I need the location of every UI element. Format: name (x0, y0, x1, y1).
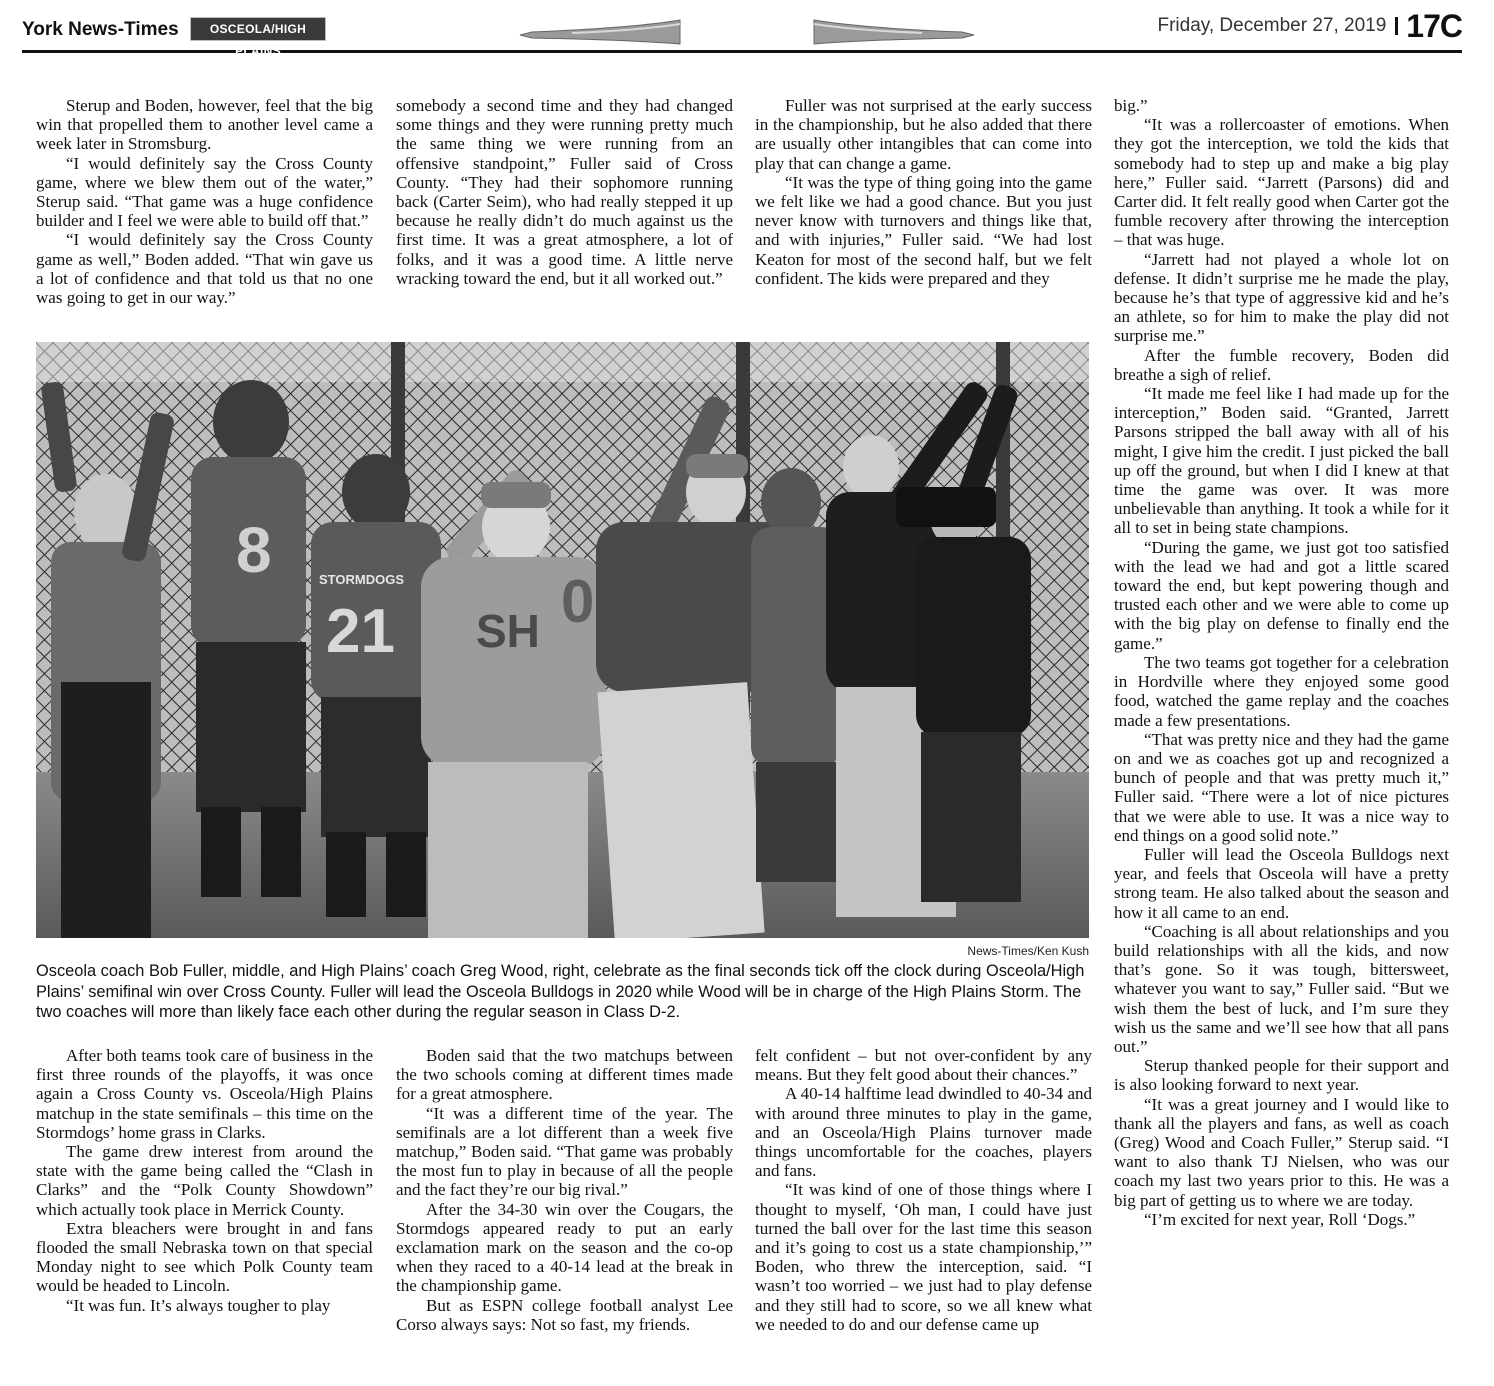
section-banner-icon (512, 2, 982, 60)
paragraph: “It was the type of thing going into the game we felt like we had a good chance. But you just never know with turnovers and things like that, and with injuries,” Fuller said. “We had lost Keaton for most of the second half, but we felt confident. The kids were prepared and they (755, 172, 1092, 288)
paragraph: Sterup thanked people for their support and is also looking forward to next year. (1114, 1056, 1449, 1095)
paragraph: “It was a different time of the year. The semifinals are a lot different than a week five matchup,” Boden said. “That game was probably the most fun to play in because of all the people and the fact they’re our big rival.” (396, 1103, 733, 1200)
paragraph: Fuller will lead the Osceola Bulldogs next year, and feels that Osceola will have a pretty strong team. He also talked about the season and how it all came to an end. (1114, 844, 1449, 922)
celebration-photo-icon (36, 342, 1089, 938)
paragraph: “It was a rollercoaster of emotions. When they got the interception, we told the kids that somebody had to step up and make a big play here,” Fuller said. “Jarrett (Parsons) did and Carter did. It felt really good when Carter got the fumble recovery after throwing the interception – that was huge. (1114, 115, 1449, 250)
paragraph: “I would definitely say the Cross County game as well,” Boden added. “That win gave us a lot of confidence and that told us that no one was going to get in our way.” (36, 230, 373, 308)
paragraph: Fuller was not surprised at the early success in the championship, but he also added that there are usually other intangibles that can come into play that can change a game. (755, 96, 1092, 173)
issue-date: Friday, December 27, 2019 (1157, 15, 1387, 36)
paragraph: “I’m excited for next year, Roll ‘Dogs.” (1144, 1209, 1416, 1229)
paragraph: “During the game, we just got too satisfied with the lead we had and got a little scared toward the end, but kept powering though and trusted each other and we were able to come up with the big play on defense to finally end the game.” (1114, 537, 1449, 653)
paragraph: somebody a second time and they had changed some things and they were running pretty much the same thing we were running from an offensive standpoint,” Fuller said of Cross County. “They had their sophomore running back (Carter Seim), who had really stepped it up because he really didn’t do much against us the first time. It was a great atmosphere, a lot of folks, and it was a good time. A little nerve wracking toward the end, but it all worked out.” (396, 96, 733, 288)
paragraph: The two teams got together for a celebration in Hordville where they enjoyed some good food, watched the game replay and the coaches made a few presentations. (1114, 652, 1449, 730)
jersey-team-text: STORMDOGS (319, 572, 404, 587)
paragraph: After the 34-30 win over the Cougars, the Stormdogs appeared ready to put an early exclamation mark on the season and the co-op when they raced to a 40-14 lead at the break in the championship game. (396, 1199, 733, 1296)
page-header (22, 0, 1462, 58)
column-bottom-2 (396, 1046, 733, 1382)
jersey-number-text: 8 (236, 514, 272, 586)
paragraph: “I would definitely say the Cross County game, where we blew them out of the water,” Sterup said. “That game was a huge confidence builder and I feel we were able to build off that.” (36, 153, 373, 231)
page-number: 17C (1406, 7, 1462, 44)
column-bottom-1 (36, 1046, 373, 1382)
paragraph: But as ESPN college football analyst Lee Corso always says: Not so fast, my friends. (396, 1295, 733, 1334)
dateline (1157, 6, 1462, 46)
jersey-number-text: 0 (561, 568, 595, 635)
paragraph: “It was kind of one of those things where I thought to myself, ‘Oh man, I could have just turned the ball over for the last time this season and it’s going to cost us a state championship,’” Boden, who threw the interception, said. “I wasn’t too worried – we just had to play defense and they still had to score, so we all knew what we needed to do and our defense came up (755, 1180, 1092, 1334)
paragraph: big.” (1114, 96, 1148, 115)
date-divider (1395, 17, 1398, 35)
paragraph: Sterup and Boden, however, feel that the big win that propelled them to another level came a week later in Stromsburg. (36, 96, 373, 154)
section-label: OSCEOLA/HIGH PLAINS (190, 17, 326, 41)
paragraph: Extra bleachers were brought in and fans flooded the small Nebraska town on that special Monday night to see which Polk County team would be headed to Lincoln. (36, 1218, 373, 1296)
paragraph: “Jarrett had not played a whole lot on defense. It didn’t surprise me he made the play, because he’s that type of aggressive kid and he’s an athlete, so for him to make the play did not surprise me.” (1114, 249, 1449, 346)
paragraph: The game drew interest from around the state with the game being called the “Clash in Clarks” and the “Polk County Showdown” which actually took place in Merrick County. (36, 1142, 373, 1219)
paragraph: felt confident – but not over-confident by any means. But they felt good about their chances.” (755, 1046, 1092, 1085)
photo-caption: Osceola coach Bob Fuller, middle, and High Plains’ coach Greg Wood, right, celebrate as the final seconds tick off the clock during Osceola/High Plains’ semifinal win over Cross County. Fuller will lead the Osceola Bulldogs in 2020 while Wood will be in charge of the High Plains Storm. The two coaches will more than likely face each other during the regular season in Class D-2. (36, 962, 1085, 1021)
column-right (1114, 96, 1449, 1358)
svg-text:SH: SH (476, 605, 540, 657)
column-top-2 (396, 96, 733, 336)
paragraph: A 40-14 halftime lead dwindled to 40-34 and with around three minutes to play in the game, and an Osceola/High Plains turnover made things uncomfortable for the coaches, players and fans. (755, 1084, 1092, 1181)
news-photo (36, 342, 1089, 938)
column-top-1 (36, 96, 373, 336)
newspaper-name: York News-Times (22, 19, 179, 40)
paragraph: “That was pretty nice and they had the game on and we as coaches got up and recognized a bunch of people and that was pretty much it,” Fuller said. “There were a lot of nice pictures that we were able to use. It was a nice way to end things on a good solid note.” (1114, 729, 1449, 845)
column-bottom-3 (755, 1046, 1092, 1382)
photo-credit: News-Times/Ken Kush (967, 944, 1089, 958)
paragraph: “It made me feel like I had made up for the interception,” Boden said. “Granted, Jarrett Parsons stripped the ball away with all of his might, I give him the credit. I just picked the ball up off the ground, but when I did I knew at that time the game was over. It was more unbelievable than anything. It took a while for it all to set in being state champions. (1114, 384, 1449, 538)
jersey-number-text: 21 (326, 597, 395, 666)
column-top-3 (755, 96, 1092, 336)
paragraph: “Coaching is all about relationships and you build relationships with all the kids, and now that’s gone. So it was tough, bittersweet, whatever you want to say,” Fuller said. “But we wish them the best of luck, and I’m sure they wish us the same and we’ll see how that all pans out.” (1114, 921, 1449, 1056)
paragraph: After both teams took care of business in the first three rounds of the playoffs, it was once again a Cross County vs. Osceola/High Plains matchup in the state semifinals – this time on the Stormdogs’ home grass in Clarks. (36, 1046, 373, 1142)
paragraph: After the fumble recovery, Boden did breathe a sigh of relief. (1114, 345, 1449, 384)
paragraph: “It was fun. It’s always tougher to play (66, 1295, 331, 1315)
paragraph: Boden said that the two matchups between the two schools coming at different times made for a great atmosphere. (396, 1046, 733, 1104)
paragraph: “It was a great journey and I would like to thank all the players and fans, as well as coach (Greg) Wood and Coach Fuller,” Sterup said. “I want to also thank TJ Nielsen, who was our coach my last two years prior to this. He was a big part of getting us to where we are today. (1114, 1094, 1449, 1210)
